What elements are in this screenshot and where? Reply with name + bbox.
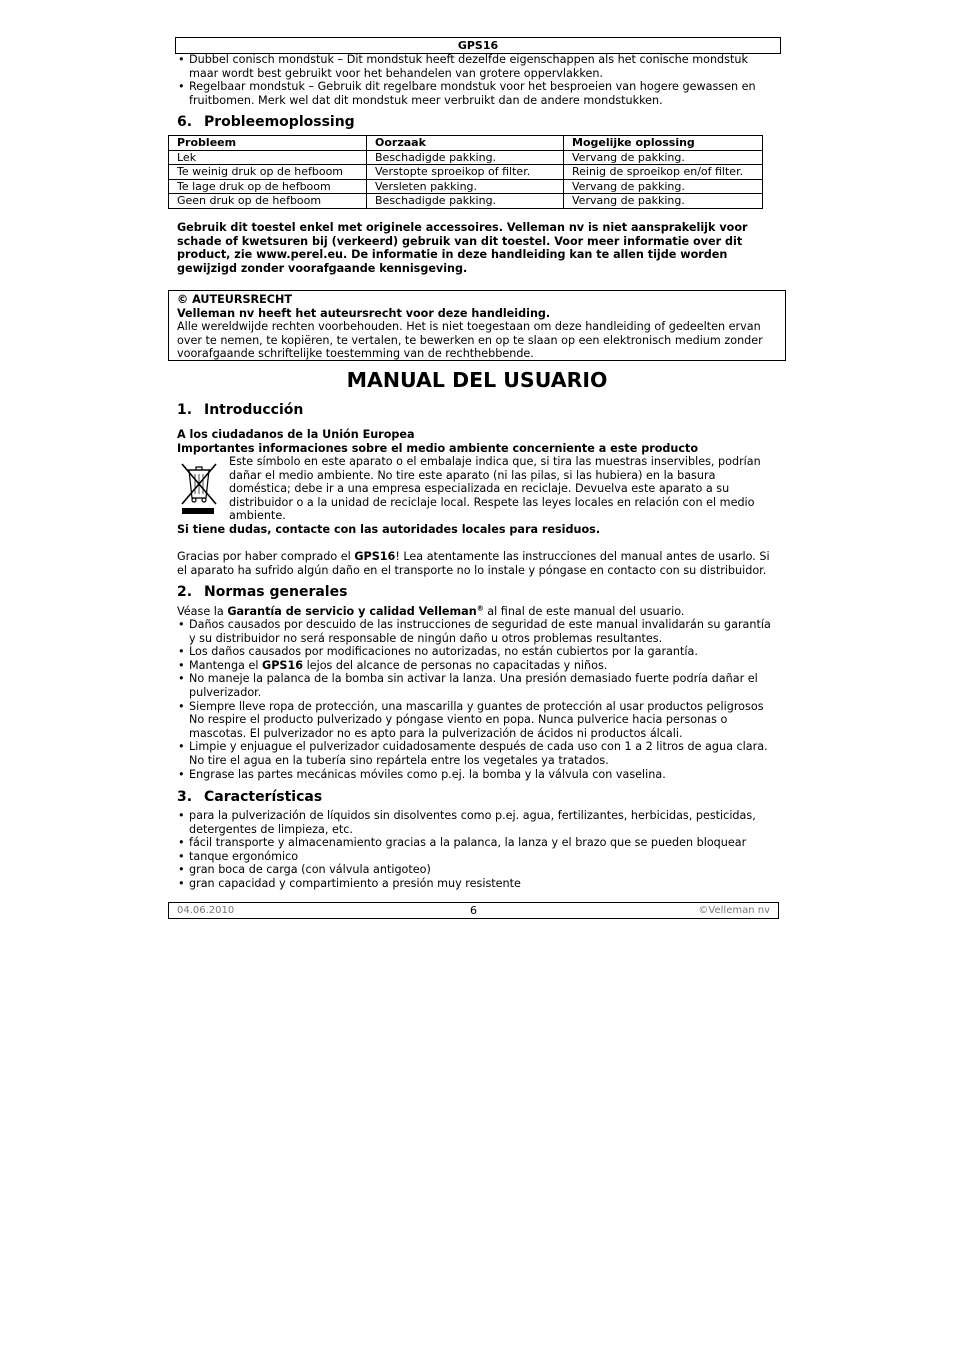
table-cell: Vervang de pakking. bbox=[564, 179, 763, 194]
weee-text: Este símbolo en este aparato o el embalaje indica que, si tira las muestras inservibles, podrían dañar el medio ambiente. No tire este aparato (ni las pilas, si las hubiera) en la basura doméstica; debe ir a una empresa especializada en reciclaje. Devuelva este aparato a su distribuidor o a la unidad de reciclaje local. Respete las leyes locales en relación con el medio ambiente. bbox=[229, 455, 761, 523]
table-row bbox=[169, 194, 763, 209]
list-item: • tanque ergonómico bbox=[175, 850, 777, 864]
list-item: • Dubbel conisch mondstuk – Dit mondstuk heeft dezelfde eigenschappen als het conische mondstuk maar wordt best gebruikt voor het behandelen van grotere oppervlakken. bbox=[175, 53, 775, 80]
copyright-title: © AUTEURSRECHT bbox=[177, 293, 292, 306]
page-header-model: GPS16 bbox=[175, 37, 781, 54]
table-row bbox=[169, 150, 763, 165]
list-item: • Engrase las partes mecánicas móviles como p.ej. la bomba y la válvula con vaselina. bbox=[175, 768, 777, 782]
list-item: • fácil transporte y almacenamiento gracias a la palanca, la lanza y el brazo que se pueden bloquear bbox=[175, 836, 777, 850]
list-item: • Siempre lleve ropa de protección, una mascarilla y guantes de protección al usar productos peligrosos No respire el producto pulverizado y póngase viento en popa. Nunca pulverice hacia personas o mascotas. El pulverizador no es apto para la pulverización de ácidos ni productos álcali. bbox=[175, 700, 777, 741]
list-item: • para la pulverización de líquidos sin disolventes como p.ej. agua, fertilizantes, herbicidas, pesticidas, detergentes de limpieza, etc. bbox=[175, 809, 777, 836]
list-item: • No maneje la palanca de la bomba sin activar la lanza. Una presión demasiado fuerte podría dañar el pulverizador. bbox=[175, 672, 777, 699]
table-cell: Lek bbox=[169, 150, 367, 165]
page-title: MANUAL DEL USUARIO bbox=[346, 368, 608, 392]
table-cell: Versleten pakking. bbox=[367, 179, 564, 194]
table-cell: Vervang de pakking. bbox=[564, 194, 763, 209]
accessories-notice: Gebruik dit toestel enkel met originele accessoires. Velleman nv is niet aansprakelijk voor schade of kwetsuren bij (verkeerd) gebruik van dit toestel. Voor meer informatie over dit product, zie www.perel.eu. De informatie in deze handleiding kan te allen tijde worden gewijzigd zonder voorafgaande kennisgeving. bbox=[177, 221, 748, 275]
section-1-heading: 1. Introducción bbox=[177, 402, 304, 418]
safety-bullet-list bbox=[175, 618, 777, 781]
table-header-cell: Oorzaak bbox=[367, 136, 564, 151]
table-cell: Te lage druk op de hefboom bbox=[169, 179, 367, 194]
table-row bbox=[169, 165, 763, 180]
thanks-paragraph: Gracias por haber comprado el GPS16! Lea atentamente las instrucciones del manual antes de usarlo. Si el aparato ha sufrido algún daño en el transporte no lo instale y póngase en contacto con su distribuidor. bbox=[177, 550, 770, 577]
page-number: 6 bbox=[470, 904, 477, 917]
section-2-heading: 2. Normas generales bbox=[177, 584, 348, 600]
list-item: • Mantenga el GPS16 lejos del alcance de personas no capacitadas y niños. bbox=[175, 659, 777, 673]
table-cell: Geen druk op de hefboom bbox=[169, 194, 367, 209]
list-item: • Daños causados por descuido de las instrucciones de seguridad de este manual invalidarán su garantía y su distribuidor no será responsable de ningún daño u otros problemas resultantes. bbox=[175, 618, 777, 645]
table-cell: Te weinig druk op de hefboom bbox=[169, 165, 367, 180]
footer-date: 04.06.2010 bbox=[177, 905, 235, 916]
list-item: • gran boca de carga (con válvula antigoteo) bbox=[175, 863, 777, 877]
table-row bbox=[169, 179, 763, 194]
warranty-intro: Véase la Garantía de servicio y calidad Velleman® al final de este manual del usuario. bbox=[177, 604, 685, 618]
page-footer bbox=[168, 902, 779, 919]
table-cell: Beschadigde pakking. bbox=[367, 150, 564, 165]
weee-bin-icon bbox=[176, 458, 224, 520]
eu-heading: A los ciudadanos de la Unión Europea Importantes informaciones sobre el medio ambiente concerniente a este producto bbox=[177, 428, 699, 455]
copyright-box: © AUTEURSRECHT Velleman nv heeft het auteursrecht voor deze handleiding. Alle wereldwijde rechten voorbehouden. Het is niet toegestaan om deze handleiding of gedeelten ervan over te nemen, te kopiëren, te vertalen, te bewerken en op te slaan op een elektronisch medium zonder voorafgaande schriftelijke toestemming van de rechthebbende. bbox=[168, 290, 786, 361]
table-cell: Reinig de sproeikop en/of filter. bbox=[564, 165, 763, 180]
section-3-heading: 3. Características bbox=[177, 789, 323, 805]
table-header-cell: Probleem bbox=[169, 136, 367, 151]
list-item: • Los daños causados por modificaciones no autorizadas, no están cubiertos por la garantía. bbox=[175, 645, 777, 659]
nl-bullet-list bbox=[175, 53, 775, 107]
troubleshooting-table bbox=[168, 135, 763, 209]
list-item: • Limpie y enjuague el pulverizador cuidadosamente después de cada uso con 1 a 2 litros de agua clara. No tire el agua en la tubería sino repártela entre los vegetales ya tratados. bbox=[175, 740, 777, 767]
list-item: • Regelbaar mondstuk – Gebruik dit regelbare mondstuk voor het besproeien van hogere gewassen en fruitbomen. Merk wel dat dit mondstuk meer verbruikt dan de andere mondstukken. bbox=[175, 80, 775, 107]
footer-copyright: ©Velleman nv bbox=[698, 905, 770, 916]
table-header-row bbox=[169, 136, 763, 151]
table-cell: Beschadigde pakking. bbox=[367, 194, 564, 209]
doubts-notice: Si tiene dudas, contacte con las autoridades locales para residuos. bbox=[177, 523, 601, 536]
table-header-cell: Mogelijke oplossing bbox=[564, 136, 763, 151]
list-item: • gran capacidad y compartimiento a presión muy resistente bbox=[175, 877, 777, 891]
features-bullet-list bbox=[175, 809, 777, 891]
copyright-subtitle: Velleman nv heeft het auteursrecht voor deze handleiding. bbox=[177, 306, 551, 320]
section-6-heading: 6. Probleemoplossing bbox=[177, 114, 355, 130]
table-cell: Verstopte sproeikop of filter. bbox=[367, 165, 564, 180]
table-cell: Vervang de pakking. bbox=[564, 150, 763, 165]
